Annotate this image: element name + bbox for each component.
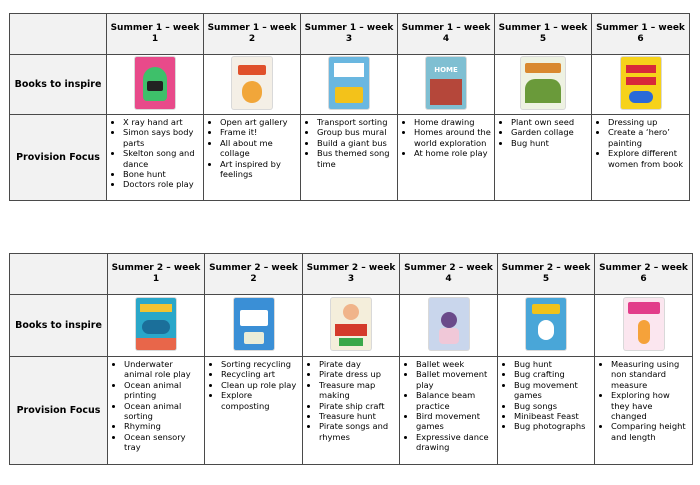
focus-list (398, 115, 494, 159)
focus-list (592, 115, 689, 169)
list-item: • Bug songs (514, 401, 592, 411)
great-women-book-cover (621, 57, 661, 109)
list-item: • Ballet movement play (416, 369, 495, 390)
list-item: • Ocean sensory tray (124, 432, 202, 453)
books-row (10, 55, 690, 115)
corner-cell (10, 14, 107, 55)
bug-collector-book-cover (526, 298, 566, 350)
focus-list (204, 115, 300, 179)
focus-cell (400, 357, 498, 465)
list-item: • Bone hunt (123, 169, 201, 179)
week-header: Summer 1 – week 5 (495, 14, 592, 55)
week-header: Summer 1 – week 6 (592, 14, 690, 55)
gardener-book-cover (521, 57, 565, 109)
list-item: • Bug movement games (514, 380, 592, 401)
books-label: Books to inspire (10, 295, 108, 357)
focus-cell (107, 115, 204, 201)
focus-list (495, 115, 591, 148)
focus-cell (303, 357, 400, 465)
focus-cell (595, 357, 693, 465)
week-header: Summer 1 – week 3 (301, 14, 398, 55)
waste-book-cover (234, 298, 274, 350)
week-header: Summer 2 – week 1 (108, 254, 205, 295)
list-item: • Minibeast Feast (514, 411, 592, 421)
list-item: • Simon says body parts (123, 127, 201, 148)
week-header: Summer 2 – week 4 (400, 254, 498, 295)
list-item: • Ocean animal printing (124, 380, 202, 401)
list-item: • Build a giant bus (317, 138, 395, 148)
list-item: • Expressive dance drawing (416, 432, 495, 453)
list-item: • Rhyming (124, 421, 202, 431)
focus-label: Provision Focus (10, 357, 108, 465)
focus-list (595, 357, 692, 442)
focus-row (10, 115, 690, 201)
focus-cell (301, 115, 398, 201)
list-item: • Bug photographs (514, 421, 592, 431)
pirates-book-cover (331, 298, 371, 350)
focus-row (10, 357, 693, 465)
list-item: • Explore different women from book (608, 148, 687, 169)
summer-1-planning-table (9, 13, 690, 201)
focus-list (301, 115, 397, 169)
list-item: • Plant own seed (511, 117, 589, 127)
focus-cell (495, 115, 592, 201)
focus-list (400, 357, 497, 453)
list-item: • All about me collage (220, 138, 298, 159)
list-item: • Pirate songs and rhymes (319, 421, 397, 442)
books-row (10, 295, 693, 357)
week-header: Summer 2 – week 2 (205, 254, 303, 295)
list-item: • Bug hunt (514, 359, 592, 369)
home-book-cover: HOME (426, 57, 466, 109)
week-header: Summer 1 – week 1 (107, 14, 204, 55)
list-item: • Group bus mural (317, 127, 395, 137)
list-item: • Homes around the world exploration (414, 127, 492, 148)
list-item: • Bug crafting (514, 369, 592, 379)
list-item: • Bug hunt (511, 138, 589, 148)
focus-list (107, 115, 203, 190)
list-item: • Recycling art (221, 369, 300, 379)
list-item: • Explore composting (221, 390, 300, 411)
list-item: • Balance beam practice (416, 390, 495, 411)
list-item: • Art inspired by feelings (220, 159, 298, 180)
focus-list (498, 357, 594, 432)
list-item: • Measuring using non standard measure (611, 359, 690, 390)
list-item: • Home drawing (414, 117, 492, 127)
list-item: • Dressing up (608, 117, 687, 127)
books-label: Books to inspire (10, 55, 107, 115)
list-item: • Sorting recycling (221, 359, 300, 369)
list-item: • Frame it! (220, 127, 298, 137)
focus-cell (398, 115, 495, 201)
list-item: • Clean up role play (221, 380, 300, 390)
list-item: • Bird movement games (416, 411, 495, 432)
list-item: • X ray hand art (123, 117, 201, 127)
week-header: Summer 1 – week 2 (204, 14, 301, 55)
ballet-book-cover (429, 298, 469, 350)
focus-cell (205, 357, 303, 465)
focus-list (108, 357, 204, 453)
art-book-cover (232, 57, 272, 109)
list-item: • Ocean animal sorting (124, 401, 202, 422)
list-item: • Ballet week (416, 359, 495, 369)
table-header-row (10, 254, 693, 295)
focus-cell (204, 115, 301, 201)
focus-cell (498, 357, 595, 465)
week-header: Summer 2 – week 3 (303, 254, 400, 295)
bus-book-cover (329, 57, 369, 109)
table-header-row (10, 14, 690, 55)
list-item: • At home role play (414, 148, 492, 158)
monster-book-cover (135, 57, 175, 109)
focus-list (303, 357, 399, 442)
week-header: Summer 1 – week 4 (398, 14, 495, 55)
focus-cell (592, 115, 690, 201)
summer-2-planning-table (9, 253, 693, 465)
list-item: • Exploring how they have changed (611, 390, 690, 421)
list-item: • Doctors role play (123, 179, 201, 189)
list-item: • Treasure hunt (319, 411, 397, 421)
list-item: • Transport sorting (317, 117, 395, 127)
week-header: Summer 2 – week 5 (498, 254, 595, 295)
focus-label: Provision Focus (10, 115, 107, 201)
list-item: • Treasure map making (319, 380, 397, 401)
list-item: • Skelton song and dance (123, 148, 201, 169)
focus-list (205, 357, 302, 411)
focus-cell (108, 357, 205, 465)
list-item: • Create a ‘hero’ painting (608, 127, 687, 148)
list-item: • Pirate dress up (319, 369, 397, 379)
corner-cell (10, 254, 108, 295)
list-item: • Comparing height and length (611, 421, 690, 442)
list-item: • Bus themed song time (317, 148, 395, 169)
ocean-book-cover (136, 298, 176, 350)
list-item: • Pirate ship craft (319, 401, 397, 411)
list-item: • Underwater animal role play (124, 359, 202, 380)
list-item: • Pirate day (319, 359, 397, 369)
list-item: • Garden collage (511, 127, 589, 137)
list-item: • Open art gallery (220, 117, 298, 127)
measuring-book-cover (624, 298, 664, 350)
week-header: Summer 2 – week 6 (595, 254, 693, 295)
